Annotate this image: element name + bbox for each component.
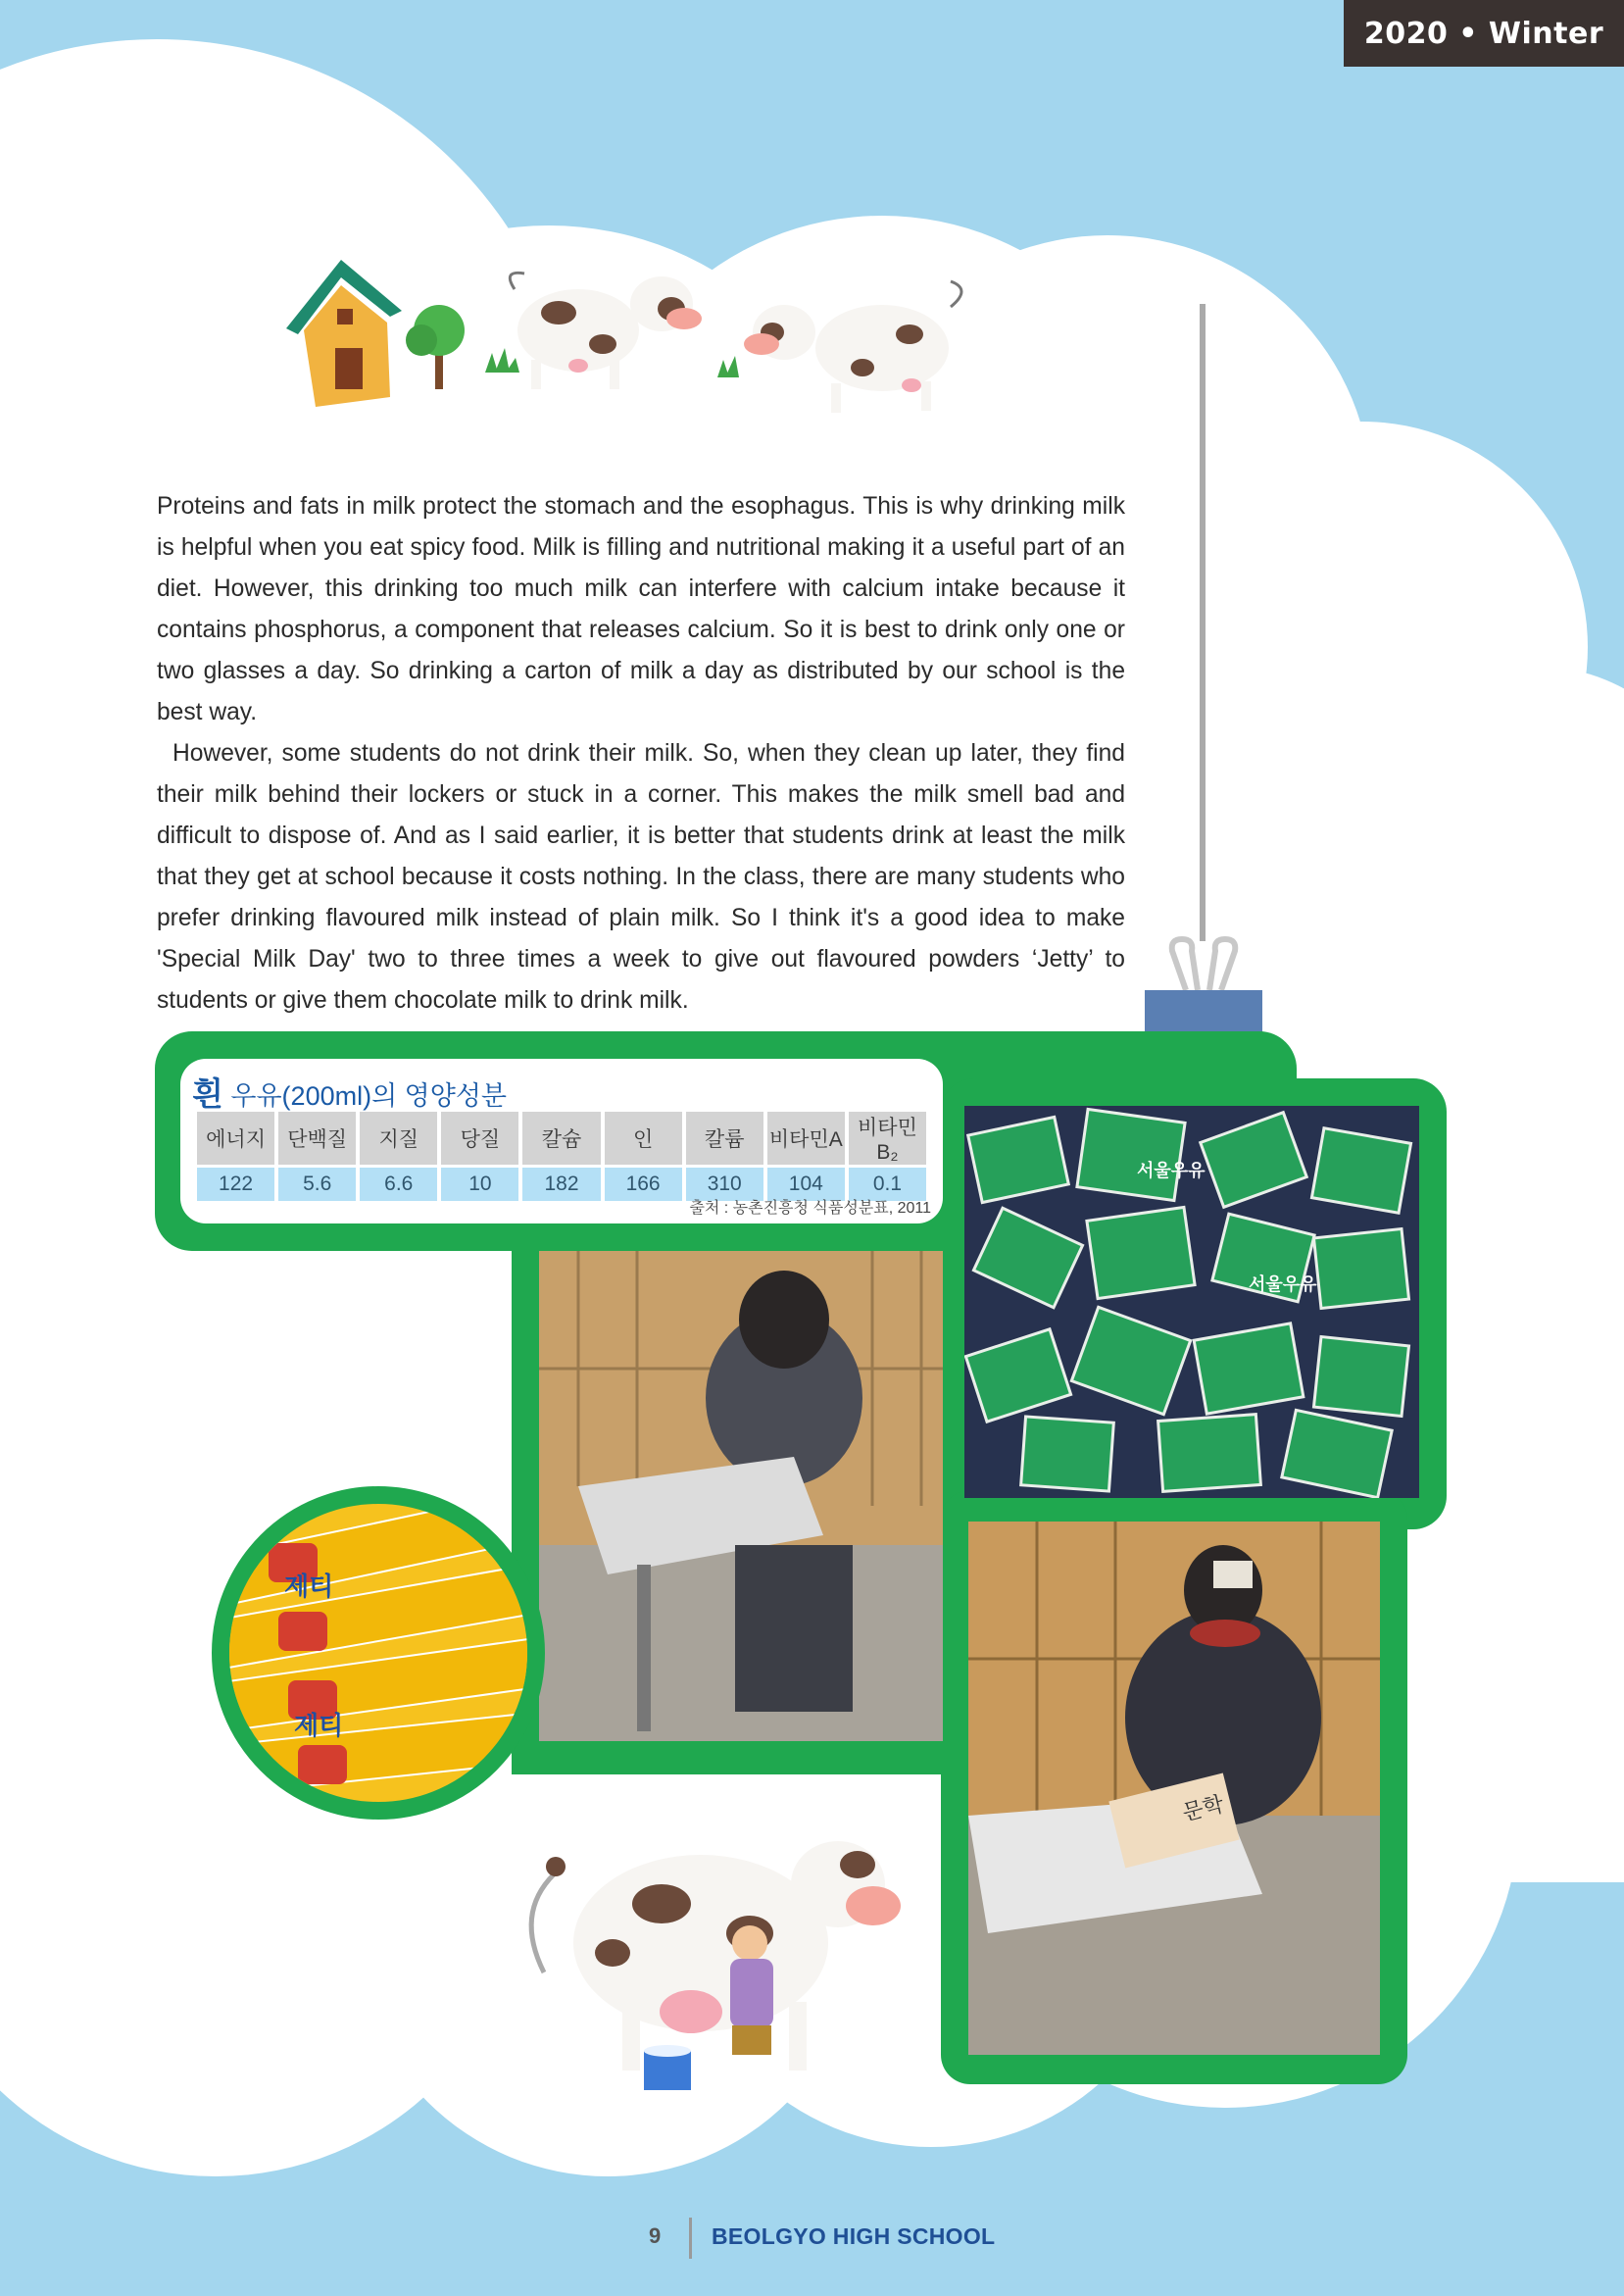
photo-jetty-powder	[212, 1486, 545, 1820]
table-cell: 6.6	[360, 1168, 437, 1201]
table-cell: 166	[605, 1168, 682, 1201]
paragraph: However, some students do not drink their milk. So, when they clean up later, they find their milk behind their lockers or stuck in a corner. This makes the milk smell bad and difficult to dispose of. And as I said earlier, it is better that students drink at least the milk that they get at school because it costs nothing. In the class, there are many students who prefer drinking flavoured milk instead of plain milk. So I think it's a good idea to make 'Special Milk Day' two to three times a week to give out flavoured powders ‘Jetty’ to students or give them chocolate milk to drink milk.	[157, 740, 1125, 1014]
barn-icon	[286, 260, 402, 407]
nutrition-table	[193, 1109, 930, 1204]
paragraph: Proteins and fats in milk protect the stomach and the esophagus. This is why drinking milk is helpful when you eat spicy food. Milk is filling and nutritional making it a useful part of an diet. However, this drinking too much milk can interfere with calcium intake because it contains phosphorus, a component that releases calcium. So it is best to drink only one or two glasses a day. So drinking a carton of milk a day as distributed by our school is the best way.	[157, 493, 1125, 725]
carton-label: 서울우유	[1249, 1274, 1317, 1295]
article-body	[157, 486, 1125, 1022]
table-header-cell: 비타민B₂	[849, 1112, 926, 1165]
book-label: 문학	[1180, 1792, 1227, 1826]
table-cell: 310	[686, 1168, 763, 1201]
table-cell: 5.6	[278, 1168, 356, 1201]
tree-icon	[406, 305, 465, 389]
jetty-label: 제티	[294, 1712, 344, 1741]
photo-student-drinking-milk	[968, 1522, 1380, 2055]
table-cell: 182	[522, 1168, 600, 1201]
photo-milk-cartons	[964, 1106, 1419, 1498]
page-number: 9	[649, 2223, 662, 2248]
nutrition-title: 흰 우유(200ml)의 영양성분	[192, 1075, 507, 1112]
table-header-cell: 인	[605, 1112, 682, 1165]
cow-icon	[510, 273, 702, 389]
school-name: BEOLGYO HIGH SCHOOL	[712, 2223, 996, 2249]
table-header-cell: 에너지	[197, 1112, 274, 1165]
table-cell: 122	[197, 1168, 274, 1201]
table-header-cell: 비타민A	[767, 1112, 845, 1165]
table-header-cell: 지질	[360, 1112, 437, 1165]
table-header-cell: 칼슘	[522, 1112, 600, 1165]
jetty-label: 제티	[284, 1572, 334, 1602]
hanging-string	[1200, 304, 1206, 941]
footer-divider	[689, 2218, 692, 2259]
table-cell: 104	[767, 1168, 845, 1201]
farm-illustration	[274, 250, 1000, 436]
table-header-cell: 칼륨	[686, 1112, 763, 1165]
table-cell: 10	[441, 1168, 518, 1201]
carton-label: 서울우유	[1137, 1161, 1206, 1181]
cow-icon	[744, 281, 961, 413]
table-header-cell: 당질	[441, 1112, 518, 1165]
nutrition-source: 출처 : 농촌진흥청 식품성분표, 2011	[689, 1200, 931, 1217]
season-tag: 2020 • Winter	[1344, 0, 1624, 67]
table-header-row	[197, 1112, 926, 1165]
milking-cow-icon	[505, 1816, 916, 2106]
table-header-cell: 단백질	[278, 1112, 356, 1165]
photo-student-opening-milk	[539, 1251, 943, 1741]
table-cell: 0.1	[849, 1168, 926, 1201]
